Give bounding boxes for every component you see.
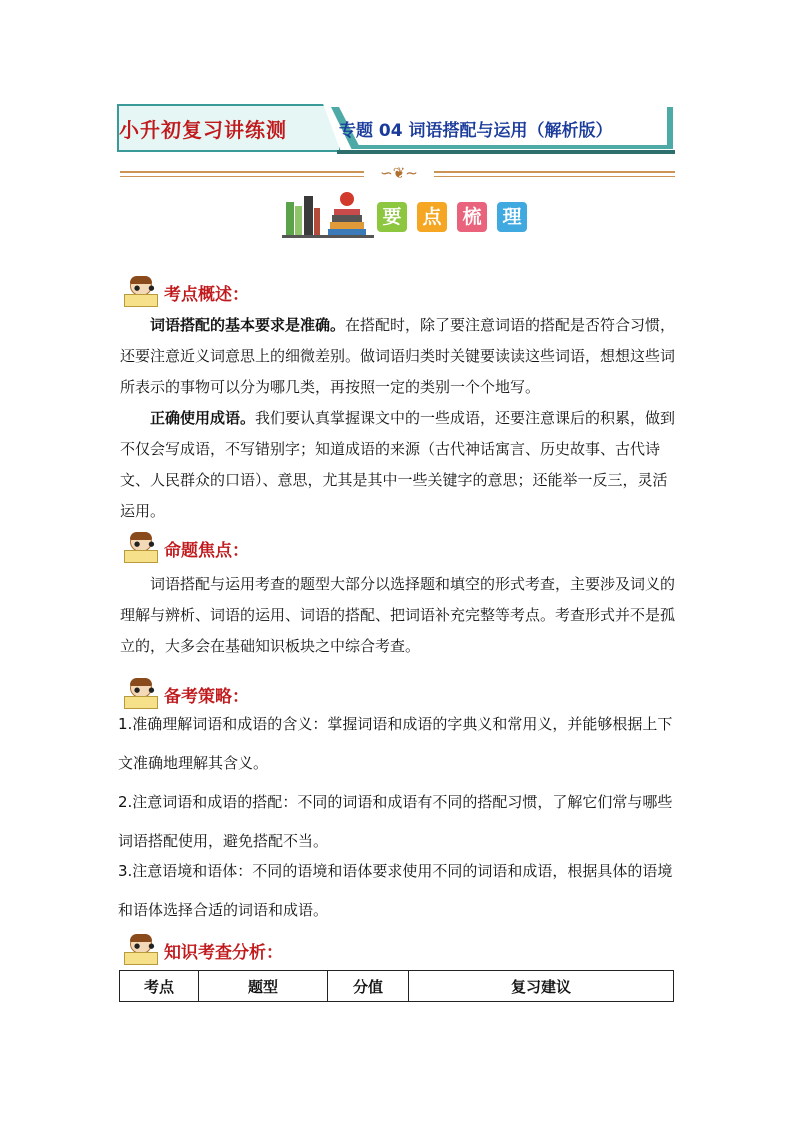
column-header: 考点 — [120, 971, 199, 1002]
strategy-item-1: 1.准确理解词语和成语的含义：掌握词语和成语的字典义和常用义，并能够根据上下文准确地理解其含义。 — [118, 715, 673, 772]
banner-shadow — [337, 150, 675, 154]
banner-series-label: 小升初复习讲练测 — [119, 118, 287, 142]
tile-shu: 梳 — [457, 202, 487, 232]
apple-icon — [340, 192, 354, 206]
tile-li: 理 — [497, 202, 527, 232]
tile-dian: 点 — [417, 202, 447, 232]
section-heading — [282, 190, 542, 238]
column-header: 分值 — [328, 971, 409, 1002]
overview-paragraph-2: 正确使用成语。我们要认真掌握课文中的一些成语，还要注意课后的积累，做到不仅会写成语，不写错别字；知道成语的来源（古代神话寓言、历史故事、古代诗文、人民群众的口语）、意思，尤其是其中一些关键字的意思；还能举一反三，灵活运用。 — [120, 409, 676, 520]
column-header: 复习建议 — [409, 971, 674, 1002]
strategy-item-3: 3.注意语境和语体：不同的语境和语体要求使用不同的词语和成语，根据具体的语境和语体选择合适的词语和成语。 — [118, 862, 673, 919]
column-header: 题型 — [199, 971, 328, 1002]
student-avatar-icon: ● ● — [122, 678, 158, 708]
strategy-item-2: 2.注意词语和成语的搭配：不同的词语和成语有不同的搭配习惯，了解它们常与哪些词语搭配使用，避免搭配不当。 — [118, 793, 673, 850]
student-avatar-icon: ● ● — [122, 532, 158, 562]
banner-title: 专题 04 词语搭配与运用（解析版） — [339, 121, 613, 141]
title-banner — [117, 104, 675, 152]
scroll-ornament-icon: ∽❦∼ — [364, 164, 434, 182]
focus-paragraph: 词语搭配与运用考查的题型大部分以选择题和填空的形式考查，主要涉及词义的理解与辨析、词语的运用、词语的搭配、把词语补充完整等考点。考查形式并不是孤立的，大多会在基础知识板块之中综合考查。 — [120, 575, 676, 655]
table-header-row — [120, 971, 674, 1002]
student-avatar-icon: ● ● — [122, 934, 158, 964]
analysis-table — [119, 970, 674, 1002]
ornamental-divider — [120, 164, 675, 182]
overview-paragraph-1: 词语搭配的基本要求是准确。在搭配时，除了要注意词语的搭配是否符合习惯，还要注意近义词意思上的细微差别。做词语归类时关键要读读这些词语，想想这些词所表示的事物可以分为哪几类，再按照一定的类别一个个地写。 — [120, 316, 676, 396]
books-icon — [282, 192, 374, 236]
student-avatar-icon: ● ● — [122, 276, 158, 306]
tile-yao: 要 — [377, 202, 407, 232]
